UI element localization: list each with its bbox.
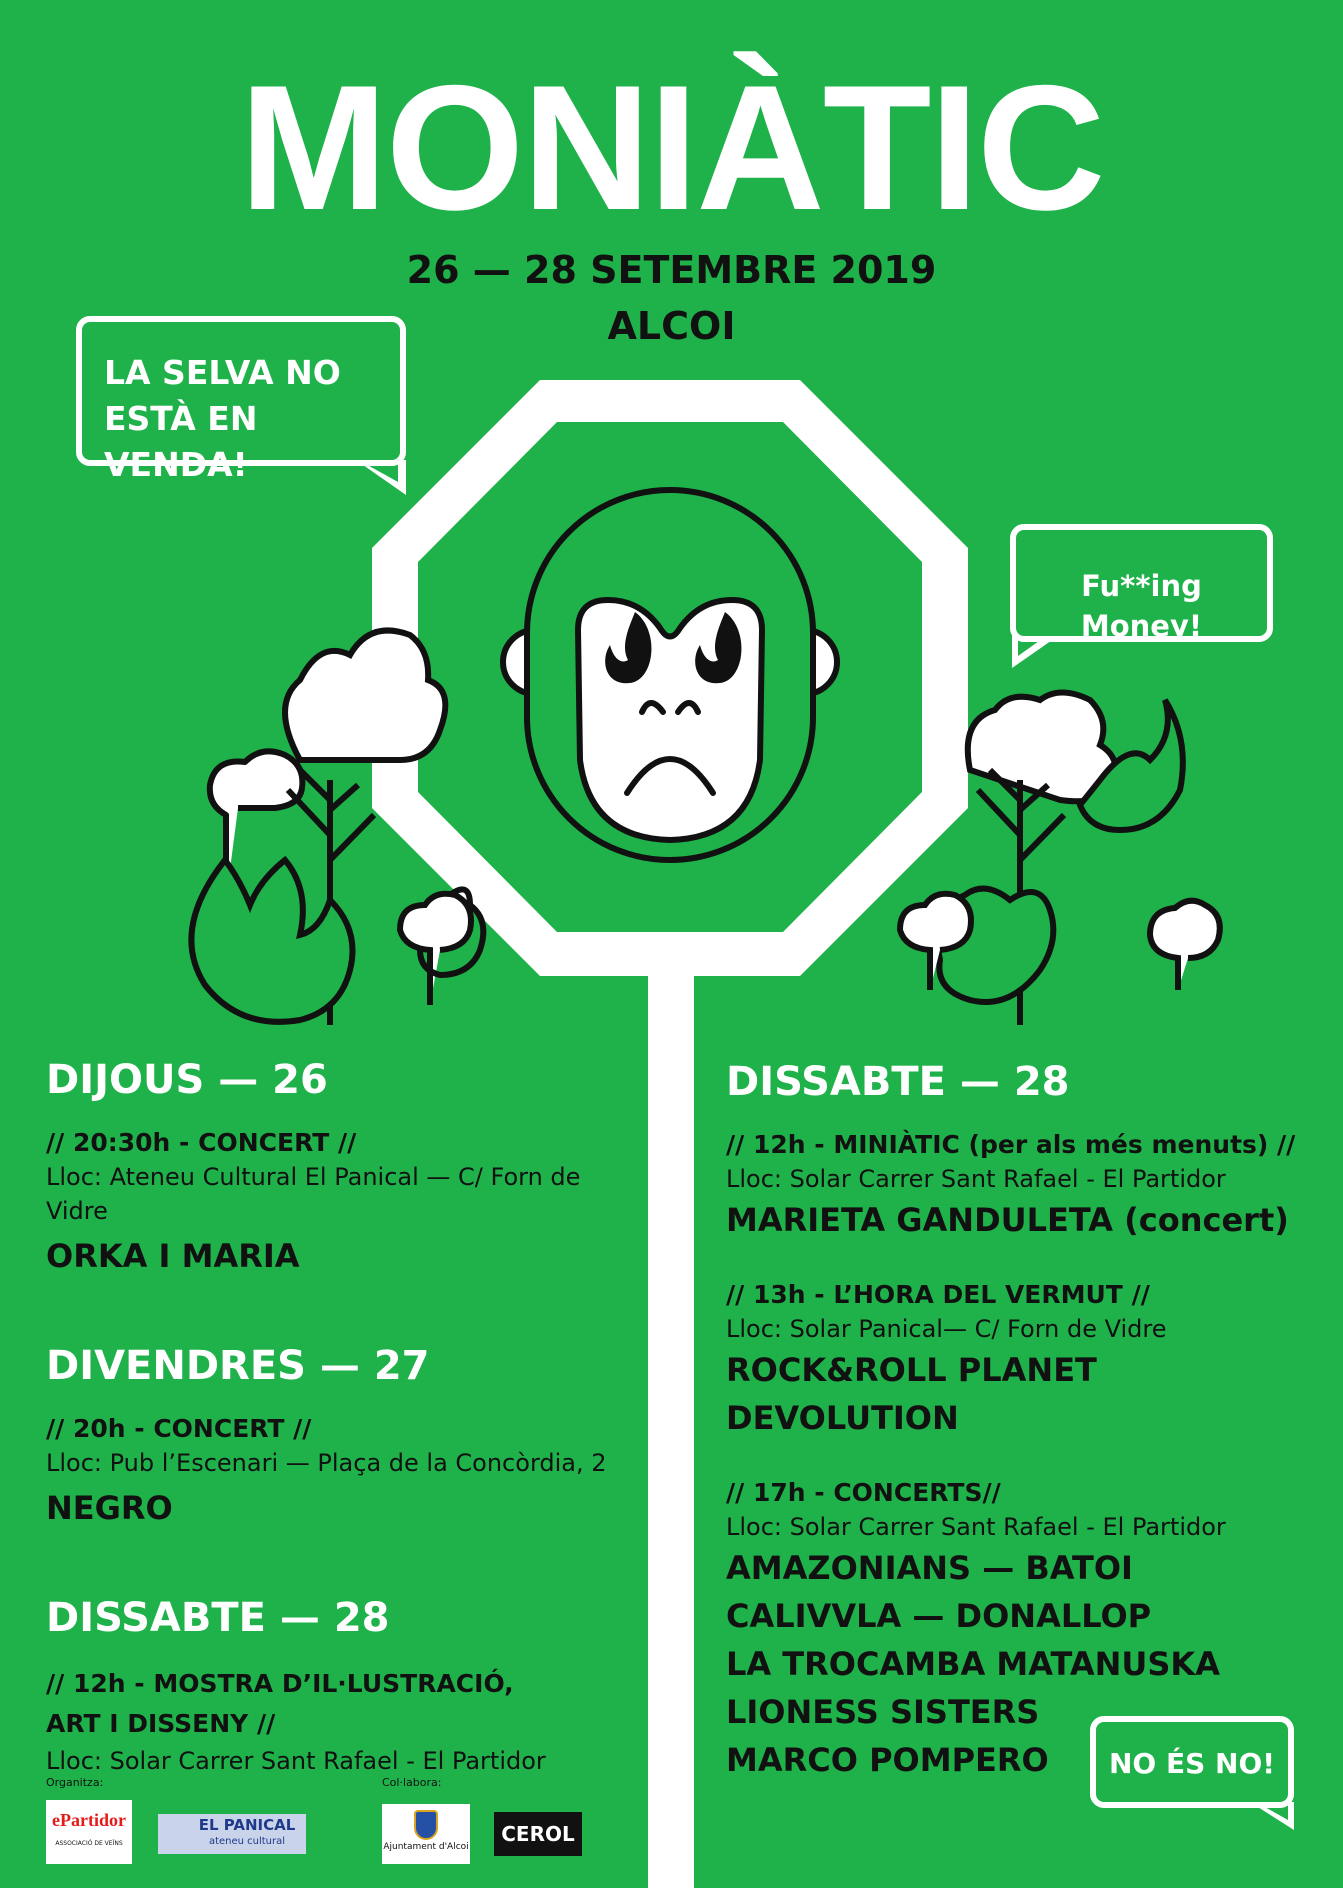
day-heading-friday: DIVENDRES — 27 <box>46 1343 430 1389</box>
poster-title: MONIÀTIC <box>239 48 1104 247</box>
slot-friday: // 20h - CONCERT // <box>46 1414 312 1443</box>
slot-miniatic: // 12h - MINIÀTIC (per als més menuts) // <box>726 1130 1296 1159</box>
date-range: 26 — 28 SETEMBRE 2019 <box>406 248 937 292</box>
act-friday: NEGRO <box>46 1489 173 1527</box>
speech-bubble-money: Fu**ing Money! <box>1010 524 1273 642</box>
logo-partidor <box>46 1800 132 1864</box>
place-concerts: Lloc: Solar Carrer Sant Rafael - El Partidor <box>726 1513 1226 1541</box>
logo-cerol: CEROL <box>494 1812 582 1856</box>
day-heading-thursday: DIJOUS — 26 <box>46 1057 328 1103</box>
logo-ajuntament-text: Ajuntament d'Alcoi <box>383 1842 469 1852</box>
logo-panical <box>158 1814 306 1854</box>
city: ALCOI <box>607 304 736 348</box>
slot-saturday-line2: ART I DISSENY // <box>46 1709 276 1738</box>
bubble-line-2: ESTÀ EN VENDA! <box>104 399 258 484</box>
place-vermut: Lloc: Solar Panical— C/ Forn de Vidre <box>726 1315 1167 1343</box>
logo-panical-sub: ateneu cultural <box>208 1836 286 1847</box>
colabora-label: Col·labora: <box>382 1776 442 1789</box>
act-rocknroll: ROCK&ROLL PLANET DEVOLUTION <box>726 1351 1097 1437</box>
slot-vermut: // 13h - L’HORA DEL VERMUT // <box>726 1280 1150 1309</box>
monkey-face-icon <box>503 490 837 860</box>
day-heading-saturday-right: DISSABTE — 28 <box>726 1059 1070 1105</box>
logo-partidor-text: ePartidor <box>52 1810 126 1830</box>
speech-bubble-jungle <box>76 316 406 484</box>
act-list-item: LA TROCAMBA MATANUSKA <box>726 1645 1220 1683</box>
place-miniatic: Lloc: Solar Carrer Sant Rafael - El Partidor <box>726 1165 1226 1193</box>
place-friday: Lloc: Pub l’Escenari — Plaça de la Concòrdia, 2 <box>46 1449 607 1477</box>
logo-panical-text: EL PANICAL <box>198 1816 296 1834</box>
organitza-label: Organitza: <box>46 1776 104 1789</box>
speech-bubble-no-es-no: NO ÉS NO! <box>1090 1716 1294 1808</box>
act-list-item: CALIVVLA — DONALLOP <box>726 1597 1152 1635</box>
act-list-item: LIONESS SISTERS <box>726 1693 1040 1731</box>
coat-of-arms-icon <box>414 1810 438 1840</box>
slot-thursday: // 20:30h - CONCERT // <box>46 1128 357 1157</box>
sign-pole <box>648 960 694 1888</box>
schedule-right <box>726 1058 1326 1784</box>
logo-ajuntament <box>382 1804 470 1864</box>
act-marieta: MARIETA GANDULETA (concert) <box>726 1201 1289 1239</box>
day-heading-saturday: DISSABTE — 28 <box>46 1595 390 1641</box>
place-thursday: Lloc: Ateneu Cultural El Panical — C/ Forn de Vidre <box>46 1163 581 1225</box>
act-list-item: MARCO POMPERO <box>726 1741 1049 1779</box>
bubble-line-1: LA SELVA NO <box>104 353 341 392</box>
place-saturday: Lloc: Solar Carrer Sant Rafael - El Partidor <box>46 1747 546 1775</box>
logo-partidor-sub: ASSOCIACIÓ DE VEÏNS <box>55 1840 123 1847</box>
schedule-left <box>46 1056 636 1778</box>
act-thursday: ORKA I MARIA <box>46 1237 300 1275</box>
act-list-item: AMAZONIANS — BATOI <box>726 1549 1133 1587</box>
slot-concerts: // 17h - CONCERTS// <box>726 1478 1001 1507</box>
slot-saturday-line1: // 12h - MOSTRA D’IL·LUSTRACIÓ, <box>46 1669 514 1698</box>
